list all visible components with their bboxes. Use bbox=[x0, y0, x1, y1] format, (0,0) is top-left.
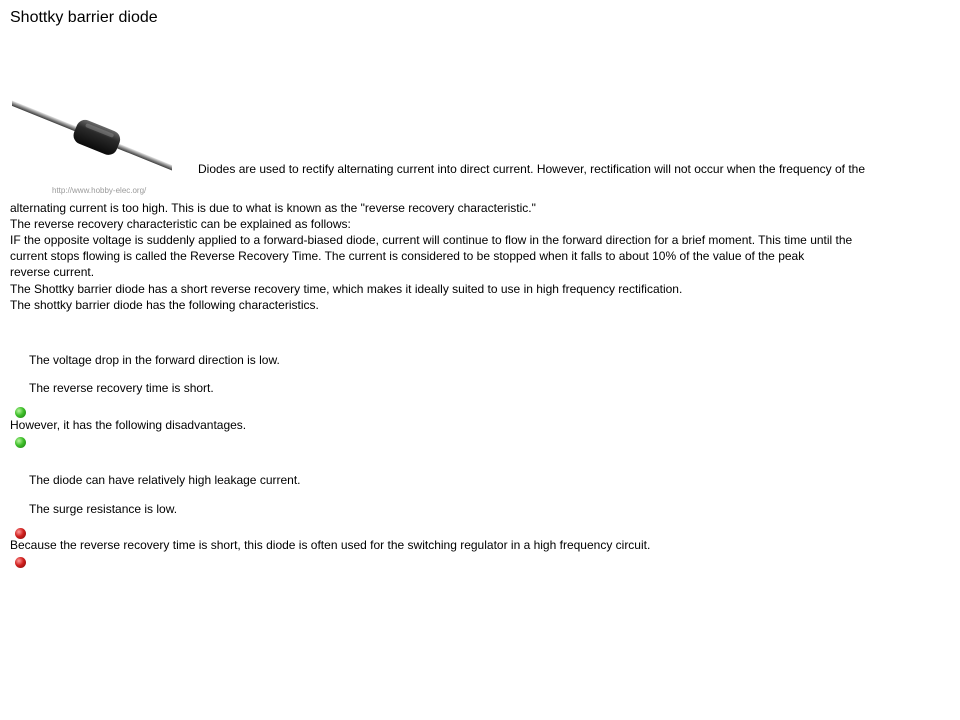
intro-paragraph-start: Diodes are used to rectify alternating current into direct current. However, rectification will not occur when the frequency of the bbox=[198, 162, 865, 176]
explanation-line-1: IF the opposite voltage is suddenly applied to a forward-biased diode, current will continue to flow in the forward direction for a brief moment. This time until the bbox=[10, 233, 853, 247]
explanation-line-3: reverse current. bbox=[10, 265, 95, 279]
page-title: Shottky barrier diode bbox=[10, 9, 158, 26]
disadvantages-intro: However, it has the following disadvantages. bbox=[10, 418, 247, 432]
explanation-line-2: current stops flowing is called the Reverse Recovery Time. The current is considered to be stopped when it falls to about 10% of the value of the peak bbox=[10, 249, 805, 263]
characteristics-intro: The shottky barrier diode has the following characteristics. bbox=[10, 298, 319, 312]
conclusion-paragraph: Because the reverse recovery time is short, this diode is often used for the switching regulator in a high frequency circuit. bbox=[10, 538, 651, 552]
intro-paragraph-end: alternating current is too high. This is due to what is known as the "reverse recovery characteristic." bbox=[10, 201, 536, 215]
red-bullet-icon bbox=[15, 557, 26, 568]
green-bullet-icon bbox=[15, 437, 26, 448]
disadvantage-item: The surge resistance is low. bbox=[29, 502, 178, 516]
disadvantage-item: The diode can have relatively high leakage current. bbox=[29, 473, 301, 487]
explanation-heading: The reverse recovery characteristic can be explained as follows: bbox=[10, 217, 351, 231]
suitability-paragraph: The Shottky barrier diode has a short reverse recovery time, which makes it ideally suited to use in high frequency rectification. bbox=[10, 282, 683, 296]
image-caption: http://www.hobby-elec.org/ bbox=[52, 186, 147, 195]
diode-photo-icon bbox=[12, 96, 172, 196]
advantage-item: The reverse recovery time is short. bbox=[29, 381, 214, 395]
advantage-item: The voltage drop in the forward direction is low. bbox=[29, 353, 280, 367]
